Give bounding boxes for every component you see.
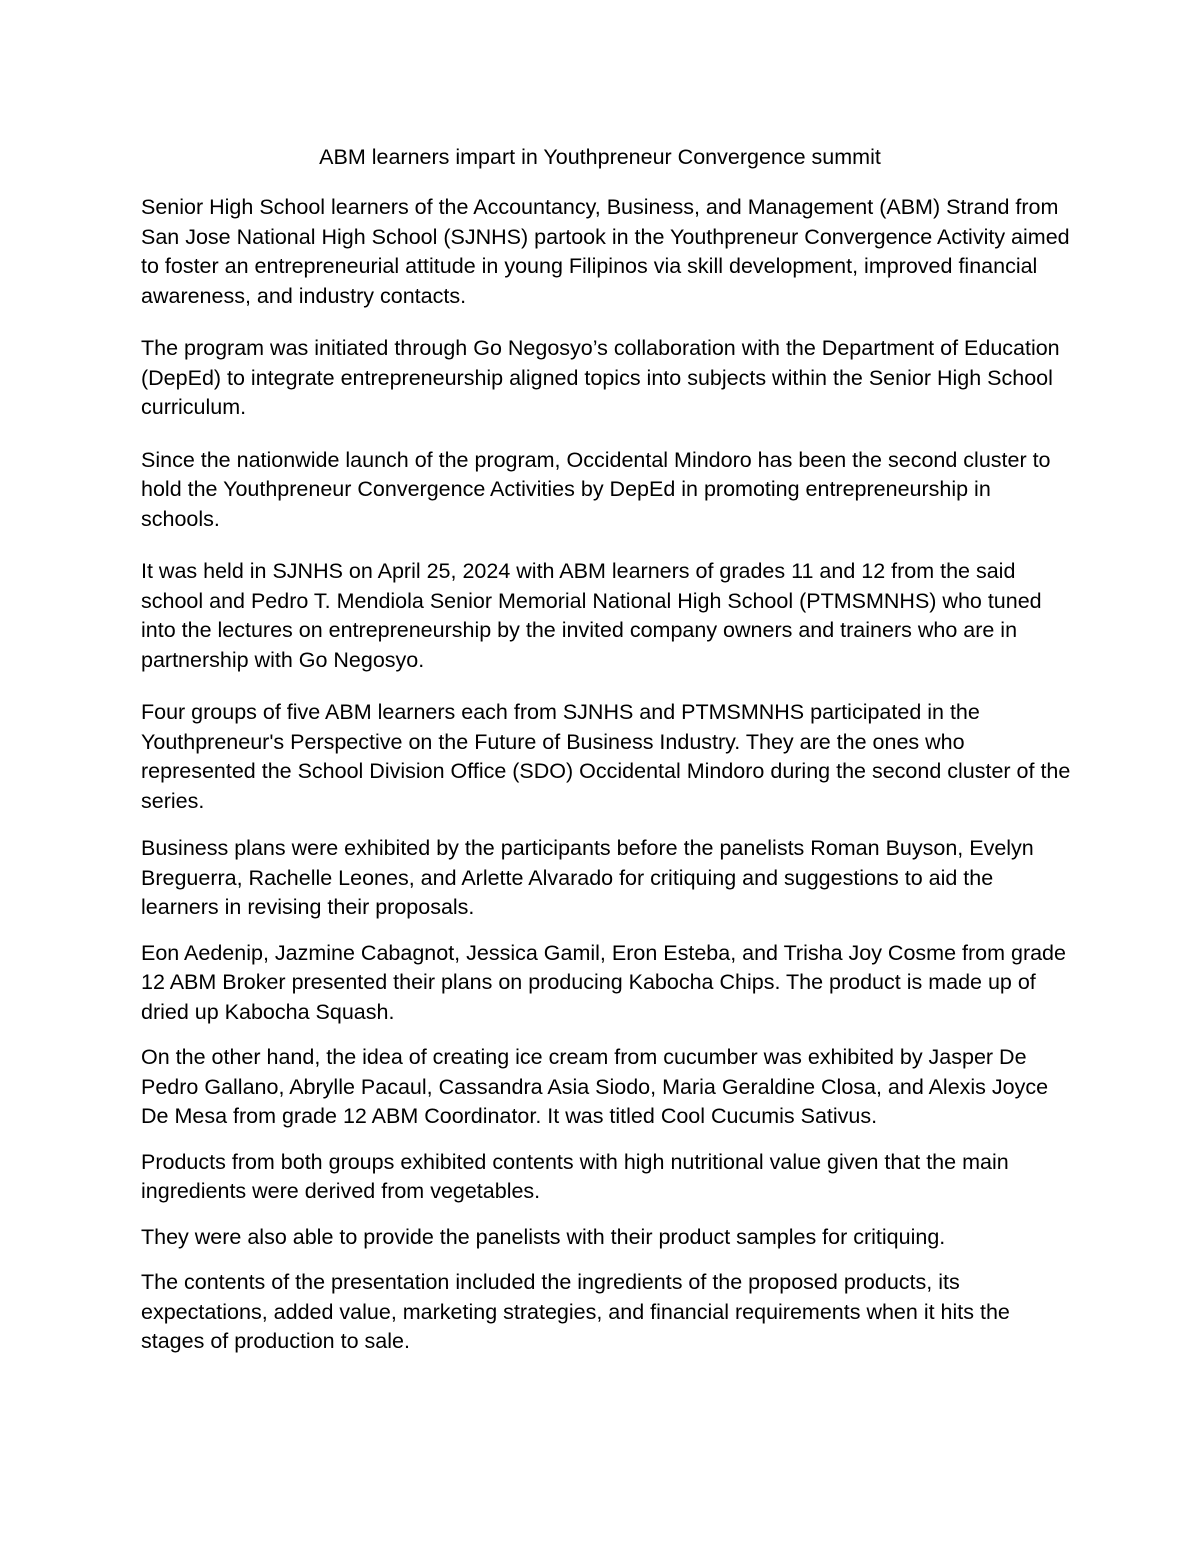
paragraph: Senior High School learners of the Accountancy, Business, and Management (ABM) Strand from San Jose National High School (SJNHS) partook in the Youthpreneur Convergence Activity aimed to foster an entrepreneurial attitude in young Filipinos via skill development, improved financial awareness, and industry contacts. bbox=[141, 195, 1070, 308]
document-body bbox=[141, 193, 1071, 1357]
paragraph: Four groups of five ABM learners each from SJNHS and PTMSMNHS participated in the Youthpreneur's Perspective on the Future of Business Industry. They are the ones who represented the School Division Office (SDO) Occidental Mindoro during the second cluster of the series. bbox=[141, 700, 1071, 813]
paragraph: They were also able to provide the panelists with their product samples for critiquing. bbox=[141, 1224, 946, 1249]
paragraph: It was held in SJNHS on April 25, 2024 with ABM learners of grades 11 and 12 from the said school and Pedro T. Mendiola Senior Memorial National High School (PTMSMNHS) who tuned into the lectures on entrepreneurship by the invited company owners and trainers who are in partnership with Go Negosyo. bbox=[141, 559, 1042, 672]
document-title: ABM learners impart in Youthpreneur Convergence summit bbox=[319, 145, 881, 169]
paragraph: Since the nationwide launch of the program, Occidental Mindoro has been the second cluster to hold the Youthpreneur Convergence Activities by DepEd in promoting entrepreneurship in schools. bbox=[141, 447, 1051, 531]
paragraph: Eon Aedenip, Jazmine Cabagnot, Jessica Gamil, Eron Esteba, and Trisha Joy Cosme from grade 12 ABM Broker presented their plans on producing Kabocha Chips. The product is made up of dried up Kabocha Squash. bbox=[141, 940, 1066, 1024]
paragraph: The program was initiated through Go Negosyo’s collaboration with the Department of Education (DepEd) to integrate entrepreneurship aligned topics into subjects within the Senior High School curriculum. bbox=[141, 336, 1060, 419]
paragraph: The contents of the presentation included the ingredients of the proposed products, its expectations, added value, marketing strategies, and financial requirements when it hits the stages of production to sale. bbox=[141, 1270, 1010, 1353]
paragraph: Products from both groups exhibited contents with high nutritional value given that the main ingredients were derived from vegetables. bbox=[141, 1149, 1009, 1203]
paragraph: Business plans were exhibited by the participants before the panelists Roman Buyson, Evelyn Breguerra, Rachelle Leones, and Arlette Alvarado for critiquing and suggestions to aid the learners in revising their proposals. bbox=[141, 836, 1034, 919]
paragraph: On the other hand, the idea of creating ice cream from cucumber was exhibited by Jasper De Pedro Gallano, Abrylle Pacaul, Cassandra Asia Siodo, Maria Geraldine Closa, and Alexis Joyce De Mesa from grade 12 ABM Coordinator. It was titled Cool Cucumis Sativus. bbox=[141, 1045, 1049, 1128]
